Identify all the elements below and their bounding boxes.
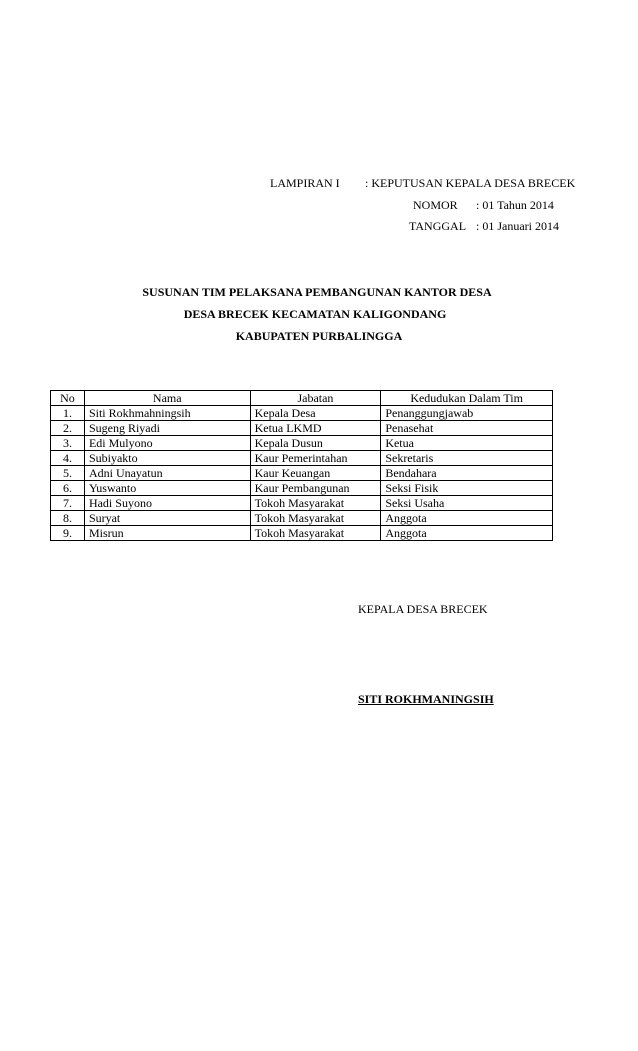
cell-nama: Sugeng Riyadi (84, 421, 250, 436)
cell-nama: Adni Unayatun (84, 466, 250, 481)
nomor-label: NOMOR (413, 198, 458, 212)
lampiran-label: LAMPIRAN I (270, 176, 340, 190)
table-row (51, 526, 553, 541)
cell-nama: Edi Mulyono (84, 436, 250, 451)
signature-title: KEPALA DESA BRECEK (358, 602, 488, 616)
cell-kedudukan: Penanggungjawab (381, 406, 553, 421)
document-title-line1: SUSUNAN TIM PELAKSANA PEMBANGUNAN KANTOR DESA (142, 285, 492, 299)
document-title-line3: KABUPATEN PURBALINGGA (235, 329, 403, 343)
table-row (51, 451, 553, 466)
cell-kedudukan: Sekretaris (381, 451, 553, 466)
table-row (51, 466, 553, 481)
cell-no: 2. (51, 421, 85, 436)
cell-kedudukan: Penasehat (381, 421, 553, 436)
cell-no: 3. (51, 436, 85, 451)
header-nama: Nama (84, 391, 250, 406)
table-header-row (51, 391, 553, 406)
header-kedudukan: Kedudukan Dalam Tim (381, 391, 553, 406)
cell-kedudukan: Anggota (381, 526, 553, 541)
header-no: No (51, 391, 85, 406)
table-row (51, 421, 553, 436)
cell-jabatan: Kepala Desa (250, 406, 381, 421)
cell-nama: Misrun (84, 526, 250, 541)
cell-jabatan: Kaur Pemerintahan (250, 451, 381, 466)
cell-nama: Suryat (84, 511, 250, 526)
cell-nama: Subiyakto (84, 451, 250, 466)
tanggal-value: : 01 Januari 2014 (476, 219, 559, 233)
table-row (51, 481, 553, 496)
cell-kedudukan: Seksi Usaha (381, 496, 553, 511)
cell-jabatan: Kaur Keuangan (250, 466, 381, 481)
nomor-value: : 01 Tahun 2014 (476, 198, 554, 212)
table-row (51, 406, 553, 421)
cell-no: 6. (51, 481, 85, 496)
cell-jabatan: Tokoh Masyarakat (250, 511, 381, 526)
lampiran-value: : KEPUTUSAN KEPALA DESA BRECEK (365, 176, 576, 190)
cell-no: 8. (51, 511, 85, 526)
team-table (50, 390, 553, 541)
cell-jabatan: Kepala Dusun (250, 436, 381, 451)
cell-jabatan: Tokoh Masyarakat (250, 526, 381, 541)
table-row (51, 511, 553, 526)
table-row (51, 496, 553, 511)
cell-no: 5. (51, 466, 85, 481)
cell-kedudukan: Ketua (381, 436, 553, 451)
cell-jabatan: Kaur Pembangunan (250, 481, 381, 496)
header-jabatan: Jabatan (250, 391, 381, 406)
cell-jabatan: Ketua LKMD (250, 421, 381, 436)
cell-no: 1. (51, 406, 85, 421)
cell-kedudukan: Bendahara (381, 466, 553, 481)
cell-nama: Yuswanto (84, 481, 250, 496)
cell-nama: Hadi Suyono (84, 496, 250, 511)
cell-jabatan: Tokoh Masyarakat (250, 496, 381, 511)
cell-no: 4. (51, 451, 85, 466)
document-title-line2: DESA BRECEK KECAMATAN KALIGONDANG (183, 307, 447, 321)
cell-no: 7. (51, 496, 85, 511)
cell-nama: Siti Rokhmahningsih (84, 406, 250, 421)
cell-kedudukan: Anggota (381, 511, 553, 526)
cell-no: 9. (51, 526, 85, 541)
cell-kedudukan: Seksi Fisik (381, 481, 553, 496)
tanggal-label: TANGGAL (409, 219, 467, 233)
signature-name: SITI ROKHMANINGSIH (358, 692, 494, 706)
table-row (51, 436, 553, 451)
